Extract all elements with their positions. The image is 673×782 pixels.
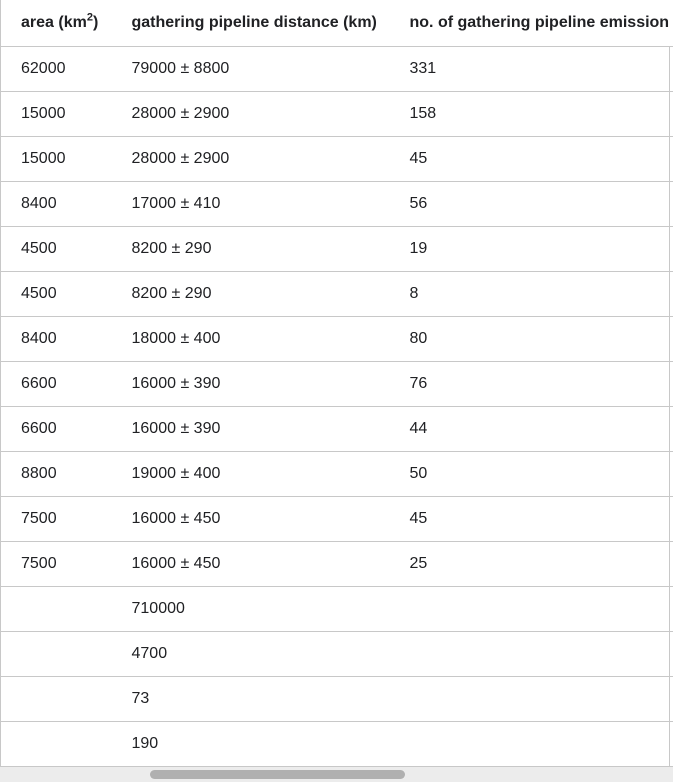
table-row: [1, 407, 673, 452]
table-row: [1, 182, 673, 227]
cell-emissions: 45: [390, 137, 673, 182]
cell-area: 6600: [1, 407, 112, 452]
cell-area: 8400: [1, 182, 112, 227]
cell-emissions: 80: [390, 317, 673, 362]
cell-area: [1, 632, 112, 677]
cell-distance: 79000 ± 8800: [112, 47, 390, 92]
cell-distance: 16000 ± 450: [112, 497, 390, 542]
cell-area: [1, 587, 112, 632]
cell-area: 7500: [1, 542, 112, 587]
cell-distance: 28000 ± 2900: [112, 92, 390, 137]
table-row: [1, 542, 673, 587]
cell-area: 62000: [1, 47, 112, 92]
cell-emissions: [390, 677, 673, 722]
cell-emissions: 8: [390, 272, 673, 317]
cell-distance: 19000 ± 400: [112, 452, 390, 497]
cell-distance: 710000: [112, 587, 390, 632]
cell-area: 4500: [1, 227, 112, 272]
cell-distance: 16000 ± 390: [112, 362, 390, 407]
table-row: [1, 137, 673, 182]
cell-distance: 73: [112, 677, 390, 722]
cell-area: 15000: [1, 137, 112, 182]
table-body: [1, 47, 673, 767]
cell-emissions: 76: [390, 362, 673, 407]
cell-area: [1, 722, 112, 767]
header-emissions: no. of gathering pipeline emission: [390, 0, 673, 47]
cell-distance: 4700: [112, 632, 390, 677]
table-row: [1, 587, 673, 632]
cell-distance: 8200 ± 290: [112, 272, 390, 317]
table-row: [1, 227, 673, 272]
header-distance: gathering pipeline distance (km): [112, 0, 390, 47]
table-row: [1, 632, 673, 677]
cell-emissions: [390, 722, 673, 767]
cell-distance: 17000 ± 410: [112, 182, 390, 227]
cell-area: 15000: [1, 92, 112, 137]
cell-area: 8400: [1, 317, 112, 362]
cell-emissions: 56: [390, 182, 673, 227]
table-row: [1, 452, 673, 497]
table-right-border: [669, 46, 670, 767]
cell-emissions: 331: [390, 47, 673, 92]
cell-distance: 18000 ± 400: [112, 317, 390, 362]
header-area-text: area (km: [21, 14, 87, 31]
cell-area: 8800: [1, 452, 112, 497]
cell-distance: 8200 ± 290: [112, 227, 390, 272]
table-row: [1, 47, 673, 92]
cell-area: 6600: [1, 362, 112, 407]
cell-emissions: 25: [390, 542, 673, 587]
cell-emissions: [390, 587, 673, 632]
table-row: [1, 497, 673, 542]
header-row: [1, 0, 673, 47]
header-area: [1, 0, 112, 47]
cell-emissions: 50: [390, 452, 673, 497]
cell-distance: 190: [112, 722, 390, 767]
cell-distance: 16000 ± 450: [112, 542, 390, 587]
cell-distance: 16000 ± 390: [112, 407, 390, 452]
cell-emissions: 158: [390, 92, 673, 137]
cell-emissions: [390, 632, 673, 677]
table-row: [1, 317, 673, 362]
table-row: [1, 677, 673, 722]
header-area-close: ): [92, 14, 99, 31]
table-row: [1, 272, 673, 317]
cell-area: 7500: [1, 497, 112, 542]
cell-emissions: 19: [390, 227, 673, 272]
table-row: [1, 722, 673, 767]
table-row: [1, 92, 673, 137]
table-row: [1, 362, 673, 407]
cell-distance: 28000 ± 2900: [112, 137, 390, 182]
horizontal-scrollbar[interactable]: [0, 767, 673, 782]
cell-emissions: 44: [390, 407, 673, 452]
scrollbar-thumb[interactable]: [150, 770, 405, 779]
cell-emissions: 45: [390, 497, 673, 542]
cell-area: 4500: [1, 272, 112, 317]
header-area-sup: 2: [86, 11, 93, 24]
cell-area: [1, 677, 112, 722]
